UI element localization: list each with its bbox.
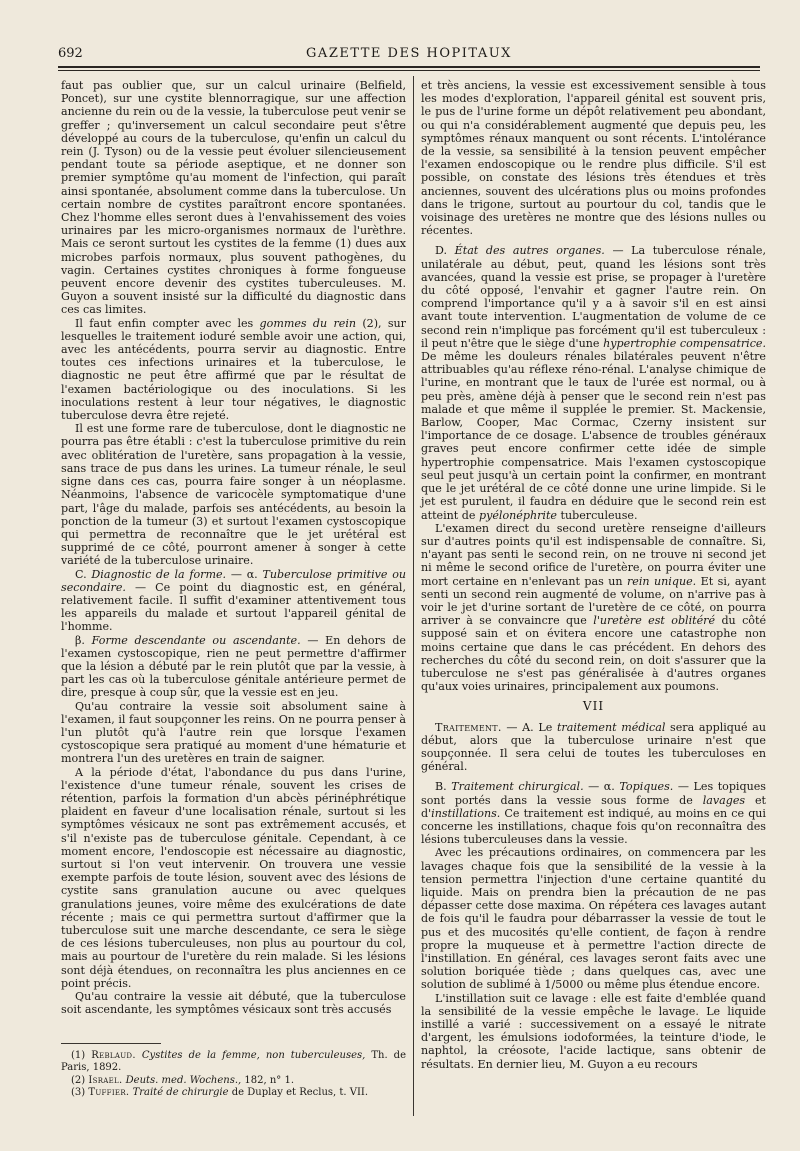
footnote-title: Deuts. med. Wochens., bbox=[125, 1074, 242, 1086]
paragraph: B. Traitement chirurgical. — α. Topiques. — Les topiques sont portés dans la vessie sous forme de lavages et d'instillations. Ce traitement est indiqué, au moins en ce qui concerne les instillations, chaque fois qu'on reconnaîtra des lésions tuberculeuses dans la vessie. bbox=[421, 780, 766, 847]
footnotes bbox=[61, 1043, 406, 1100]
paragraph: Avec les précautions ordinaires, on commencera par les lavages chaque fois que la sensibilité de la vessie à la tension permettra l'injection d'une certaine quantité du liquide. Mais on prendra bien la précaution de ne pas dépasser cette dose maxima. On répétera ces lavages autant de fois qu'il le faudra pour débarrasser la vessie de tout le pus et des mucosités qu'elle contient, de façon à rendre propre la muqueuse et à permettre l'action directe de l'instillation. En général, ces lavages seront faits avec une solution boriquée tiède ; dans quelques cas, avec une solution de sublimé à 1/5000 ou même plus étendue encore. bbox=[421, 846, 766, 992]
footnote: (1) Reblaud. Cystites de la femme, non tuberculeuses, Th. de Paris, 1892. bbox=[61, 1050, 407, 1074]
subsection-title: Traitement chirurgical. bbox=[451, 780, 584, 794]
paragraph: Il est une forme rare de tuberculose, dont le diagnostic ne pourra pas être établi : c'est la tuberculose primitive du rein avec oblitération de l'uretère, sans propagation à la vessie, sans trace de pus dans les urines. La tumeur rénale, le seul signe dans ces cas, pourra faire songer à un néoplasme. Néanmoins, l'absence de varicocèle symptomatique d'une part, l'âge du malade, parfois ses antécédents, au besoin la ponction de la tumeur (3) et surtout l'examen cystoscopique qui permettra de reconnaître que le jet urétéral est supprimé de ce côté, pourront amener à songer à cette variété de la tuberculose urinaire. bbox=[61, 422, 406, 568]
paragraph: A la période d'état, l'abondance du pus dans l'urine, l'existence d'une tumeur rénale, souvent les crises de rétention, parfois la formation d'un abcès périnéphrétique plaident en faveur d'une localisation rénale, surtout si les symptômes vésicaux ne sont pas extrêmement accusés, et s'il n'existe pas de tuberculose génitale. Cependant, à ce moment encore, l'endoscopie est nécessaire au diagnostic, surtout si l'on veut intervenir. On trouvera une vessie exempte parfois de toute lésion, souvent avec des lésions de cystite sans granulation aucune ou avec quelques granulations jeunes, voire même des exulcérations de date récente ; mais ce qui permettra surtout d'affirmer que la tuberculose suit une marche descendante, ce sera le siège de ces lésions tuberculeuses, non plus au pourtour du col, mais au pourtour de l'uretère du rein malade. Si les lésions sont déjà étendues, on reconnaîtra les plus anciennes en ce point précis. bbox=[61, 765, 406, 990]
left-column bbox=[61, 79, 406, 1016]
emphasis: gommes du rein bbox=[259, 316, 357, 330]
paragraph: faut pas oublier que, sur un calcul urinaire (Belfield, Poncet), sur une cystite blennorragique, sur une affection ancienne du rein ou de la vessie, la tuberculose peut venir se greffer ; qu'inversement un calcul secondaire peut s'être développé au cours de la tuberculose, qu'enfin un calcul du rein (J. Tyson) ou de la vessie peut évoluer silencieusement pendant toute sa période aseptique, et ne donner son premier symptôme qu'au moment de l'infection, qui paraît ainsi spontanée, absolument comme dans la tuberculose. Un certain nombre de cystites paraîtront encore spontanées. Chez l'homme elles seront dues à l'envahissement des voies urinaires par les micro-organismes normaux de l'urèthre. Mais ce seront surtout les cystites de la femme (1) dues aux microbes parfois normaux, plus souvent pathogènes, du vagin. Certaines cystites chroniques à forme fongueuse peuvent encore devenir des cystites tuberculeuses. M. Guyon a souvent insisté sur la difficulté du diagnostic dans ces cas limites. bbox=[61, 79, 406, 317]
emphasis: rein unique. bbox=[627, 574, 697, 588]
subsection-title: Tuberculose primitive ou secondaire. bbox=[61, 567, 407, 594]
page-header bbox=[58, 44, 760, 66]
paragraph: et très anciens, la vessie est excessivement sensible à tous les modes d'exploration, l'appareil génital est souvent pris, le pus de l'urine forme un dépôt relativement peu abondant, ou qui n'a considérablement augmenté que depuis peu, les symptômes rénaux manquent ou sont récents. L'intolérance de la vessie, sa sensibilité à la tension peuvent empêcher l'examen endoscopique ou le rendre plus difficile. S'il est possible, on constate des lésions très étendues et très anciennes, souvent des ulcérations plus ou moins profondes dans le trigone, surtout au pourtour du col, tandis que le voisinage des uretères ne montre que des lésions nulles ou récentes. bbox=[421, 79, 766, 238]
paragraph: L'instillation suit ce lavage : elle est faite d'emblée quand la sensibilité de la vessie empêche le lavage. Le liquide instillé a varié : successivement on a essayé le nitrate d'argent, les émulsions iodoformées, la teinture d'iode, le naphtol, la créosote, l'acide lactique, sans obtenir de résultats. En dernier lieu, M. Guyon a eu recours bbox=[421, 991, 766, 1071]
paragraph: C. Diagnostic de la forme. — α. Tuberculose primitive ou secondaire. — Ce point du diagnostic est, en général, relativement facile. Il suffit d'examiner attentivement tous les appareils du malade et surtout l'appareil génital de l'homme. bbox=[61, 567, 407, 634]
footnote-author: Tuffier. bbox=[88, 1087, 130, 1099]
emphasis: lavages bbox=[702, 793, 746, 807]
footnote-author: Reblaud. bbox=[91, 1050, 136, 1061]
emphasis: pyélonéphrite bbox=[478, 508, 557, 522]
subsection-title: Diagnostic de la forme. bbox=[91, 567, 227, 581]
footnote-rule bbox=[61, 1043, 161, 1044]
header-rule-thin bbox=[58, 70, 760, 71]
footnote-title: Traité de chirurgie bbox=[132, 1087, 229, 1099]
paragraph: D. État des autres organes. — La tuberculose rénale, unilatérale au début, peut, quand les lésions sont très avancées, quand la vessie est prise, se propager à l'uretère du côté opposé, l'envahir et gagner l'autre rein. On comprend l'importance qu'il y a à savoir s'il en est ainsi avant toute intervention. L'augmentation de volume de ce second rein n'implique pas forcément qu'il est tuberculeux : il peut n'être que le siège d'une hypertrophie compensatrice. De même les douleurs rénales bilatérales peuvent n'être attribuables qu'au réflexe réno-rénal. L'analyse chimique de l'urine, en montrant que le taux de l'urée est normal, ou à peu près, amène déjà à penser que le second rein n'est pas malade et que même il supplée le premier. St. Mackensie, Barlow, Cooper, Mac Cormac, Czerny insistent sur l'importance de ce dosage. L'absence de troubles généraux graves peut encore confirmer cette idée de simple hypertrophie compensatrice. Mais l'examen cystoscopique seul peut jusqu'à un certain point la confirmer, en montrant que le jet urétéral de ce côté donne une urine limpide. Si le jet est purulent, il faudra en déduire que le second rein est atteint de pyélonéphrite tuberculeuse. bbox=[421, 244, 767, 522]
paragraph: β. Forme descendante ou ascendante. — En dehors de l'examen cystoscopique, rien ne peut permettre d'affirmer que la lésion a débuté par le rein plutôt que par la vessie, à part les cas où la tuberculose génitale antérieure permet de dire, presque à coup sûr, que la vessie est en jeu. bbox=[61, 633, 406, 700]
section-label: Traitement. bbox=[435, 720, 502, 734]
subsection-title: État des autres organes. bbox=[454, 244, 605, 258]
paragraph: Qu'au contraire la vessie soit absolument saine à l'examen, il faut soupçonner les reins. On ne pourra penser à l'un plutôt qu'à l'autre rein que lorsque l'examen cystoscopique sera pratiqué au moment d'une hématurie et montrera l'un des uretères en train de saigner. bbox=[61, 699, 406, 766]
paragraph: L'examen direct du second uretère renseigne d'ailleurs sur d'autres points qu'il est indispensable de connaître. Si, n'ayant pas senti le second rein, on ne trouve ni second jet ni même le second orifice de l'uretère, on pourra éviter une mort certaine en n'enlevant pas un rein unique. Et si, ayant senti un second rein augmenté de volume, on n'arrive pas à voir le jet d'urine sortant de l'uretère de ce côté, on pourra arriver à se convaincre que l'uretère est oblitéré du côté supposé sain et on évitera encore une catastrophe non moins certaine que dans le cas précédent. En dehors des recherches du côté du second rein, on doit s'assurer que la tuberculose ne s'est pas généralisée à d'autres organes qu'aux voies urinaires, principalement aux poumons. bbox=[421, 521, 767, 694]
footnote-title: Cystites de la femme, non tuberculeuses, bbox=[141, 1050, 366, 1061]
column-divider bbox=[413, 76, 414, 1116]
emphasis: hypertrophie compensatrice. bbox=[603, 336, 767, 350]
running-title: GAZETTE DES HOPITAUX bbox=[306, 46, 512, 61]
emphasis: traitement médical bbox=[556, 720, 666, 734]
right-column bbox=[421, 79, 766, 1071]
section-heading: VII bbox=[582, 699, 605, 714]
emphasis: l'uretère est oblitéré bbox=[593, 614, 716, 628]
emphasis: instillations. bbox=[431, 806, 501, 820]
footnote-author: Israel. bbox=[88, 1074, 123, 1086]
subsection-title: Forme descendante ou ascendante. bbox=[91, 633, 301, 647]
page-number: 692 bbox=[58, 46, 83, 61]
footnote: (2) Israel. Deuts. med. Wochens., 182, n° 1. bbox=[71, 1074, 295, 1086]
paragraph: Traitement. — A. Le traitement médical sera appliqué au début, alors que la tuberculose urinaire n'est que soupçonnée. Il sera celui de toutes les tuberculoses en général. bbox=[421, 720, 767, 774]
footnote: (3) Tuffier. Traité de chirurgie de Duplay et Reclus, t. VII. bbox=[71, 1087, 369, 1099]
subsection-title: Topiques. bbox=[619, 780, 674, 794]
header-rule bbox=[58, 66, 760, 68]
paragraph: Qu'au contraire la vessie ait débuté, que la tuberculose soit ascendante, les symptômes vésicaux sont très accusés bbox=[61, 990, 406, 1017]
paragraph: Il faut enfin compter avec les gommes du rein (2), sur lesquelles le traitement ioduré semble avoir une action, qui, avec les antécédents, pourra servir au diagnostic. Entre toutes ces infections urinaires et la tuberculose, le diagnostic ne peut être affirmé que par le résultat de l'examen bactériologique ou des inoculations. Si les inoculations restent à leur tour négatives, le diagnostic tuberculose devra être rejeté. bbox=[61, 316, 406, 423]
